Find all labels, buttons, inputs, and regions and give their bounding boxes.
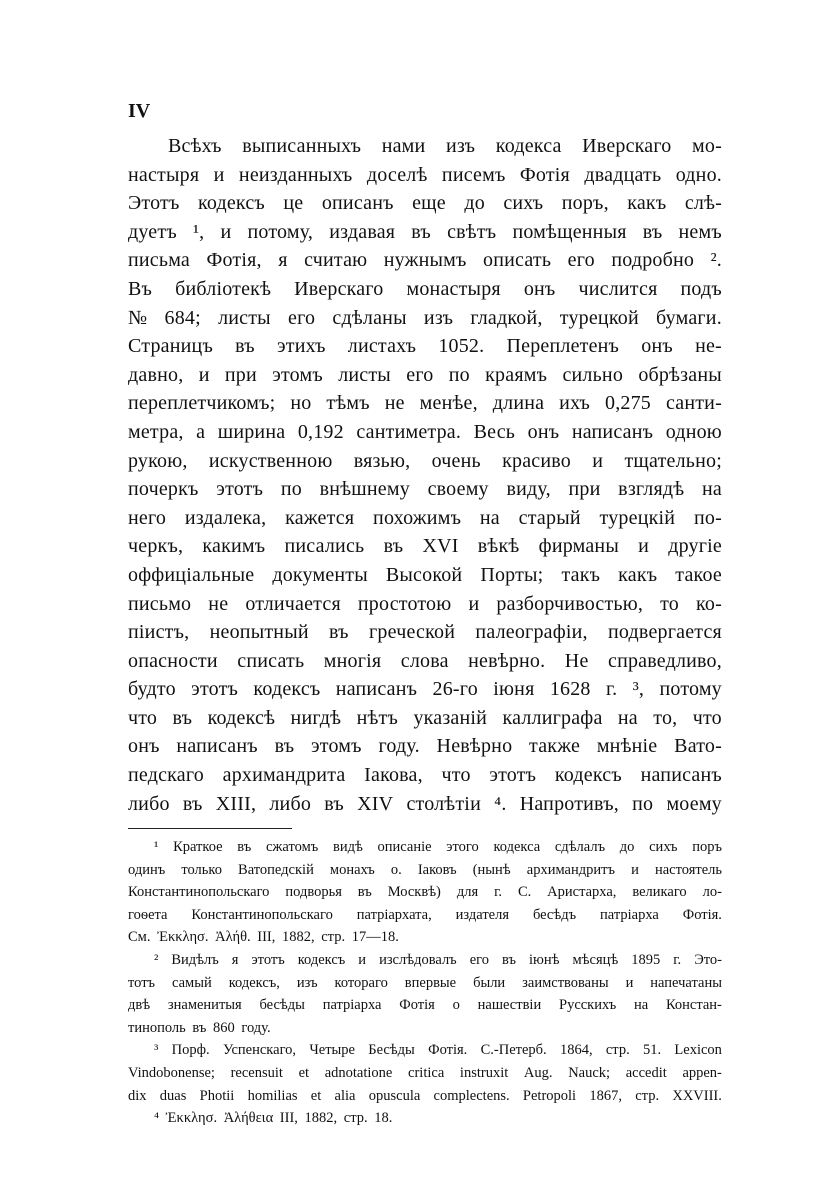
footnote-line: ⁴ Ἐκκλησ. Ἀλήθεια III, 1882, стр. 18. (154, 1110, 393, 1127)
text-line: онъ написанъ въ этомъ году. Невѣрно также мнѣніе Вато- (128, 735, 722, 758)
footnote-divider (128, 828, 292, 829)
text-line: черкъ, какимъ писались въ XVI вѣкѣ фирманы и другіе (128, 535, 722, 558)
text-line: оффиціальные документы Высокой Порты; такъ какъ такое (128, 563, 722, 586)
text-line: опасности списать многія слова невѣрно. Не справедливо, (128, 649, 722, 672)
main-text (128, 132, 722, 818)
text-line: что въ кодексѣ нигдѣ нѣтъ указаній каллиграфа на то, что (128, 706, 722, 729)
footnote-line: Vindobonense; recensuit et adnotatione critica instruxit Aug. Nauck; accedit appen- (128, 1064, 722, 1081)
text-line: Всѣхъ выписанныхъ нами изъ кодекса Иверскаго мо- (168, 135, 722, 157)
text-line: давно, и при этомъ листы его по краямъ сильно обрѣзаны (128, 363, 722, 386)
footnote-line: См. Ἐκκλησ. Ἀλήθ. III, 1882, стр. 17—18. (128, 929, 399, 946)
text-line: Этотъ кодексъ це описанъ еще до сихъ поръ, какъ слѣ- (128, 192, 722, 215)
footnote-line: двѣ знаменитыя бесѣды патріарха Фотія о нашествіи Русскихъ на Констан- (128, 997, 722, 1014)
text-line: письмо не отличается простотою и разборчивостью, то ко- (128, 592, 722, 615)
text-line: Въ библіотекѣ Иверскаго монастыря онъ числится подъ (128, 277, 722, 300)
footnote-line: тотъ самый кодексъ, изъ котораго впервые были заимствованы и напечатаны (128, 974, 722, 991)
footnote-line: ³ Порф. Успенскаго, Четыре Бесѣды Фотія. С.-Петерб. 1864, стр. 51. Lexicon (154, 1042, 722, 1059)
footnotes (128, 836, 722, 1130)
text-line: піистъ, неопытный въ греческой палеографіи, подвергается (128, 621, 722, 644)
text-line: письма Фотія, я считаю нужнымъ описать его подробно ². (128, 249, 722, 272)
footnote-line: Константинопольскаго подворья въ Москвѣ) для г. С. Аристарха, великаго ло- (128, 884, 722, 901)
footnote-line: одинъ только Ватопедскій монахъ о. Іаковъ (нынѣ архимандритъ и настоятель (128, 861, 722, 878)
text-line: Страницъ въ этихъ листахъ 1052. Переплетенъ онъ не- (128, 335, 722, 358)
footnote-line: ² Видѣлъ я этотъ кодексъ и изслѣдовалъ его въ іюнѣ мѣсяцѣ 1895 г. Это- (154, 951, 722, 968)
footnote-line: гоѳета Константинопольскаго патріархата, издателя бесѣдъ патріарха Фотія. (128, 906, 722, 923)
text-line: педскаго архимандрита Іакова, что этотъ кодексъ написанъ (128, 764, 722, 787)
text-line: № 684; листы его сдѣланы изъ гладкой, турецкой бумаги. (128, 306, 722, 329)
footnote-line: dix duas Photii homilias et alia opuscula complectens. Petropoli 1867, стр. XXVIII. (128, 1087, 722, 1104)
footnote-line: ¹ Краткое въ сжатомъ видѣ описаніе этого кодекса сдѣлалъ до сихъ поръ (154, 839, 722, 855)
text-line: будто этотъ кодексъ написанъ 26-го іюня 1628 г. ³, потому (128, 678, 722, 701)
text-line: почеркъ этотъ по внѣшнему своему виду, при взглядѣ на (128, 478, 722, 501)
text-line: рукою, искуственною вязью, очень красиво и тщательно; (128, 449, 722, 472)
footnote-line: тинополь въ 860 году. (128, 1019, 271, 1036)
text-line: либо въ XIII, либо въ XIV столѣтіи ⁴. Напротивъ, по моему (128, 792, 722, 815)
text-line: настыря и неизданныхъ доселѣ писемъ Фотія двадцать одно. (128, 163, 722, 186)
text-line: переплетчикомъ; но тѣмъ не менѣе, длина ихъ 0,275 санти- (128, 392, 722, 415)
text-line: дуетъ ¹, и потому, издавая въ свѣтъ помѣщенныя въ немъ (128, 220, 722, 243)
page-number: IV (128, 100, 151, 122)
text-line: него издалека, кажется похожимъ на старый турецкій по- (128, 506, 722, 529)
text-line: метра, а ширина 0,192 сантиметра. Весь онъ написанъ одною (128, 420, 722, 443)
